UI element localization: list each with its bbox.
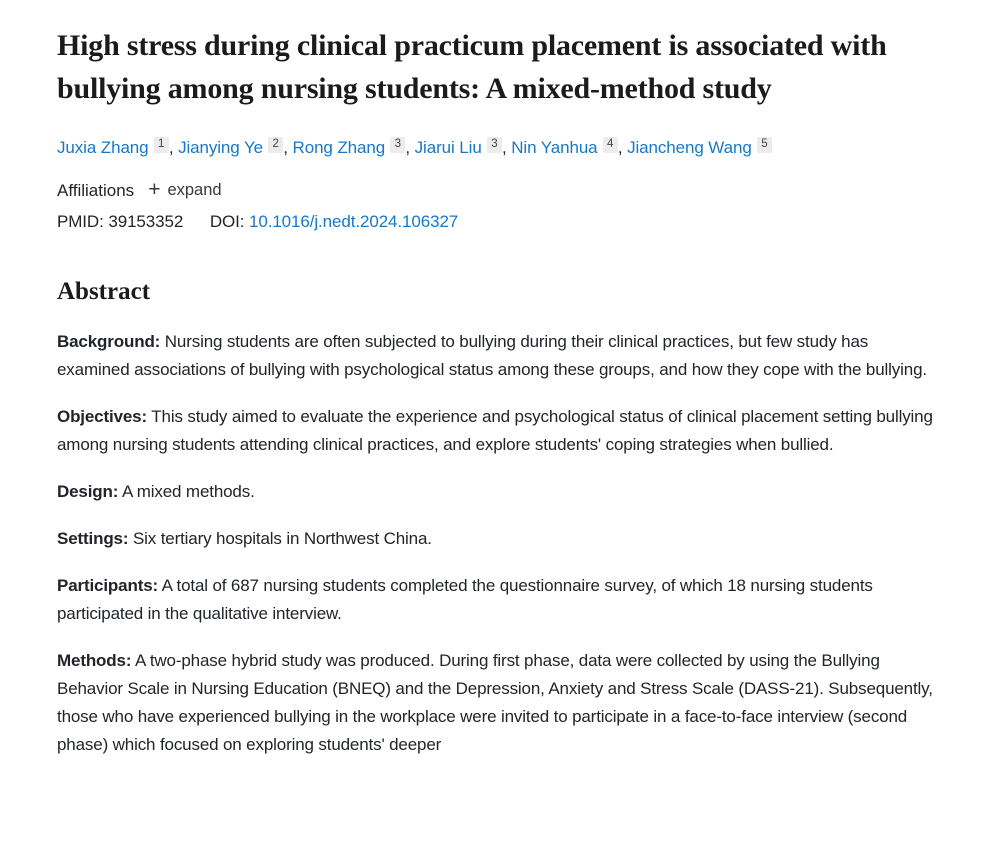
author-separator: , [283,138,293,157]
abstract-paragraph [57,572,933,628]
author-item [627,138,772,157]
pmid-label: PMID: [57,212,104,231]
identifiers-row [57,212,933,232]
author-link[interactable]: Jiancheng Wang [627,138,752,157]
abstract-section-label: Settings: [57,529,129,548]
author-item [57,138,178,157]
author-separator: , [617,138,628,157]
author-link[interactable]: Nin Yanhua [511,138,598,157]
doi-label: DOI: [209,212,245,231]
abstract-section-label: Methods: [57,651,132,670]
author-item [511,138,627,157]
author-separator: , [168,138,179,157]
affiliation-superscript[interactable]: 3 [487,137,502,154]
abstract-section-text: This study aimed to evaluate the experience and psychological status of clinical placement setting bullying among nursing students attending clinical practices, and explore students' coping strategies when bullied. [57,407,933,454]
affiliation-superscript[interactable]: 3 [390,137,405,154]
plus-icon: + [148,178,161,201]
abstract-section-text: A mixed methods. [121,482,255,501]
doi-group [210,212,458,231]
abstract-section-text: A total of 687 nursing students completed the questionnaire survey, of which 18 nursing students participated in the qualitative interview. [57,576,873,623]
affiliation-superscript[interactable]: 1 [154,137,169,154]
affiliations-row [57,180,933,201]
author-list [57,135,933,161]
abstract-section-label: Objectives: [57,407,147,426]
page-title: High stress during clinical practicum placement is associated with bullying among nursing students: A mixed-method study [57,29,887,105]
abstract-section-text: Six tertiary hospitals in Northwest China. [132,529,432,548]
affiliations-label: Affiliations [57,180,135,200]
abstract-paragraph [57,403,933,459]
affiliation-superscript[interactable]: 5 [757,137,772,154]
pmid-group [57,212,188,231]
author-link[interactable]: Jiarui Liu [414,138,482,157]
author-separator: , [502,138,512,157]
affiliation-superscript[interactable]: 2 [268,137,283,154]
abstract-section-label: Participants: [57,576,159,595]
doi-link[interactable]: 10.1016/j.nedt.2024.106327 [249,212,459,231]
author-link[interactable]: Juxia Zhang [57,138,149,157]
author-link[interactable]: Rong Zhang [292,138,386,157]
author-separator: , [405,138,415,157]
abstract-section-text: A two-phase hybrid study was produced. During first phase, data were collected by using the Bullying Behavior Scale in Nursing Education (BNEQ) and the Depression, Anxiety and Stress Scale (DASS-21). Subsequently, those who have experienced bullying in the workplace were invited to participate in a face-to-face interview (second phase) which focused on exploring students' deeper [57,651,933,754]
abstract-section-label: Background: [57,332,161,351]
abstract-heading: Abstract [57,278,151,305]
abstract-section-label: Design: [57,482,119,501]
author-item [178,138,292,157]
abstract-sections [57,328,933,759]
abstract-section-text: Nursing students are often subjected to bullying during their clinical practices, but few study has examined associations of bullying with psychological status among these groups, and how they cope with the bullying. [57,332,927,379]
abstract-paragraph [57,647,933,759]
abstract-paragraph [57,328,933,384]
author-link[interactable]: Jianying Ye [178,138,263,157]
abstract-paragraph [57,525,933,553]
expand-label: expand [167,181,222,199]
author-item [293,138,415,157]
pmid-value: 39153352 [108,212,184,231]
author-item [415,138,512,157]
affiliation-superscript[interactable]: 4 [603,137,618,154]
abstract-paragraph [57,478,933,506]
expand-affiliations-button[interactable] [148,180,221,201]
